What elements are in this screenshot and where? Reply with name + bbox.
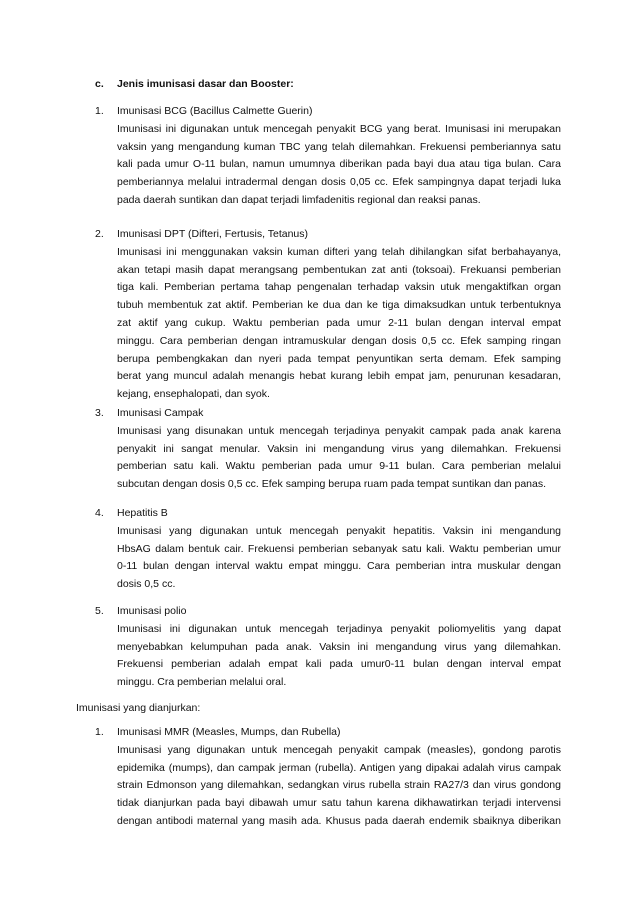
paragraph-line: dosis 0,5 cc. xyxy=(117,578,176,591)
paragraph-line: 0-11 bulan dengan interval waktu empat minggu. Cara pemberian intra muskular dengan xyxy=(117,560,561,573)
item-title: Imunisasi polio xyxy=(117,605,187,617)
paragraph-line: pemberiannya melalui intradermal dengan dosis 0,05 cc. Efek sampingnya dapat terjadi luka xyxy=(117,176,561,189)
paragraph-line: epidemika (mumps), dan campak jerman (rubella). Antigen yang dipakai adalah virus campak xyxy=(117,761,561,774)
paragraph-line: Imunisasi ini digunakan untuk mencegah penyakit BCG yang berat. Imunisasi ini merupakan xyxy=(117,122,561,135)
list-item-campak xyxy=(95,405,561,494)
item-title: Imunisasi MMR (Measles, Mumps, dan Rubella) xyxy=(117,726,341,738)
paragraph-line: Imunisasi ini digunakan untuk mencegah terjadinya penyakit poliomyelitis yang dapat xyxy=(117,622,561,635)
item-title: Hepatitis B xyxy=(117,507,168,519)
paragraph-line: tidak dianjurkan pada bayi dibawah umur satu tahun karena dikhawatirkan terjadi intervensi xyxy=(117,797,561,810)
paragraph-line: Imunisasi yang digunakan untuk mencegah penyakit hepatitis. Vaksin ini mengandung xyxy=(117,524,561,537)
paragraph-line: tubuh membentuk zat aktif. Pemberian ke dua dan ke tiga dimaksudkan untuk terbentuknya xyxy=(117,299,561,312)
paragraph-line: zat aktif yang cukup. Waktu pemberian pada umur 2-11 bulan dengan interval empat xyxy=(117,316,561,329)
item-number: 1. xyxy=(95,105,104,117)
paragraph-line: akan tetapi masih dapat merangsang pembentukan zat anti (toksoai). Frekuansi pemberian xyxy=(117,263,561,276)
paragraph-line: Imunisasi ini menggunakan vaksin kuman difteri yang telah dihilangkan sifat berbahayanya, xyxy=(117,245,561,258)
section-letter: c. xyxy=(95,78,104,90)
section-title: Jenis imunisasi dasar dan Booster: xyxy=(117,78,294,90)
paragraph-line: penyakit ini sangat menular. Vaksin ini mengandung virus yang dilemahkan. Frekuensi xyxy=(117,442,561,455)
paragraph-line: subcutan dengan dosis 0,5 cc. Efek samping berupa ruam pada tempat suntikan dan panas. xyxy=(117,478,547,491)
item-paragraph xyxy=(117,423,561,494)
paragraph-line: vaksin yang mengandung kuman TBC yang telah dilemahkan. Frekuensi pemberiannya satu xyxy=(117,140,561,153)
list-item-hepatitis-b xyxy=(95,505,561,594)
paragraph-line: Imunisasi yang disunakan untuk mencegah terjadinya penyakit campak pada anak karena xyxy=(117,424,561,437)
paragraph-line: Frekuensi pemberian adalah empat kali pada umur0-11 bulan dengan interval empat xyxy=(117,658,561,671)
item-title: Imunisasi DPT (Difteri, Fertusis, Tetanus) xyxy=(117,228,308,240)
paragraph-line: pemberian satu kali. Waktu pemberian pada umur 9-11 bulan. Cara pemberian melalui xyxy=(117,460,561,473)
item-number: 2. xyxy=(95,228,104,240)
item-title: Imunisasi BCG (Bacillus Calmette Guerin) xyxy=(117,105,313,117)
list-item-bcg xyxy=(95,103,561,210)
paragraph-line: minggu. Cara pemberian dengan intramuskular dengan dosis 0,5 cc. Efek samping ringan xyxy=(117,334,561,347)
paragraph-line: strain Edmonson yang dilemahkan, sedangkan virus rubella strain RA27/3 dan virus gondong xyxy=(117,779,561,792)
item-title: Imunisasi Campak xyxy=(117,407,204,419)
paragraph-line: tiga kali. Pemberian pertama tahap pengenalan terhadap vaksin utuk mengaktifkan organ xyxy=(117,281,561,294)
paragraph-line: kali pada umur O-11 bulan, namun umumnya diberikan pada bayi dua atau tiga bulan. Cara xyxy=(117,158,561,171)
item-paragraph xyxy=(117,742,561,831)
section-heading xyxy=(95,76,294,94)
item-number: 3. xyxy=(95,407,104,419)
item-paragraph xyxy=(117,244,561,404)
recommended-heading: Imunisasi yang dianjurkan: xyxy=(76,702,201,714)
item-number: 4. xyxy=(95,507,104,519)
list-item-dpt xyxy=(95,226,561,404)
paragraph-line: menyebabkan kelumpuhan pada anak. Vaksin ini mengandung virus yang dilemahkan. xyxy=(117,640,561,653)
item-number: 5. xyxy=(95,605,104,617)
item-paragraph xyxy=(117,121,561,210)
paragraph-line: dengan antibodi maternal yang masih ada. Khusus pada daerah endemik sbaiknya diberikan xyxy=(117,814,561,827)
item-paragraph xyxy=(117,621,561,692)
paragraph-line: berupa pembengkakan dan nyeri pada tempat penyuntikan serta demam. Efek samping xyxy=(117,352,561,365)
item-number: 1. xyxy=(95,726,104,738)
paragraph-line: kejang, ensephalopati, dan syok. xyxy=(117,388,270,401)
paragraph-line: HbsAG dalam bentuk cair. Frekuensi pemberian sebanyak satu kali. Waktu pemberian umur xyxy=(117,542,561,555)
paragraph-line: minggu. Cra pemberian melalui oral. xyxy=(117,676,287,689)
paragraph-line: pada daerah suntikan dan dapat terjadi limfadenitis regional dan reaksi panas. xyxy=(117,193,481,206)
list-item-mmr xyxy=(95,724,561,831)
item-paragraph xyxy=(117,523,561,594)
list-item-polio xyxy=(95,603,561,692)
paragraph-line: Imunisasi yang digunakan untuk mencegah penyakit campak (measles), gondong parotis xyxy=(117,743,561,756)
paragraph-line: berat yang muncul adalah menangis hebat kurang lebih empat jam, penurunan kesadaran, xyxy=(117,370,561,383)
